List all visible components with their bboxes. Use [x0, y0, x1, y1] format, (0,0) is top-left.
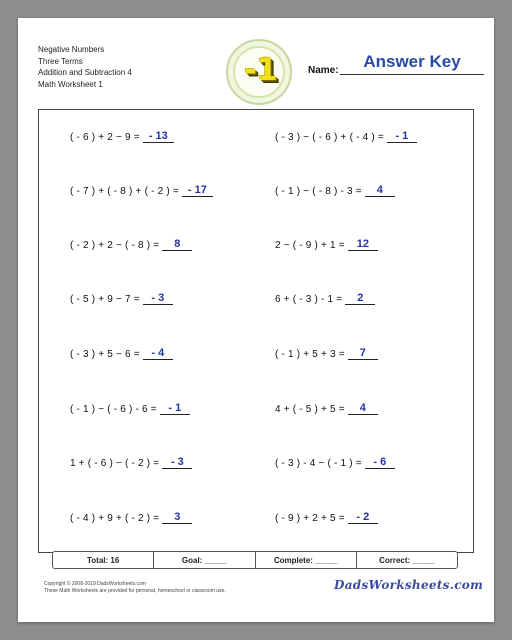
problem-answer: - 1 [387, 130, 417, 143]
answer-key-title: Answer Key [363, 52, 461, 71]
problem-expression: ( - 3 ) − ( - 6 ) + ( - 4 ) = [275, 132, 384, 143]
worksheet-page [18, 18, 494, 622]
problem-expression: ( - 1 ) − ( - 8 ) - 3 = [275, 186, 362, 197]
problem-answer: 4 [365, 184, 395, 197]
problem-answer: - 6 [365, 456, 395, 469]
worksheet-title-block [38, 44, 132, 90]
problem-expression: ( - 3 ) - 4 − ( - 1 ) = [275, 458, 362, 469]
copyright-line-2: These Math Worksheets are provided for personal, homeschool or classroom use. [44, 588, 226, 594]
problem-answer: - 17 [182, 184, 213, 197]
problem-11 [70, 402, 190, 415]
title-line-4: Math Worksheet 1 [38, 79, 103, 89]
problem-8 [275, 292, 375, 305]
problem-answer: - 3 [143, 292, 173, 305]
problem-answer: 4 [348, 402, 378, 415]
goal-cell: Goal: _____ [154, 552, 255, 568]
problem-answer: 3 [162, 511, 192, 524]
copyright-line-1: Copyright © 2008-2019 DadsWorksheets.com [44, 581, 146, 587]
problem-expression: ( - 5 ) + 9 − 7 = [70, 294, 140, 305]
problem-answer: 7 [348, 347, 378, 360]
problem-13 [70, 456, 192, 469]
complete-cell: Complete: _____ [256, 552, 357, 568]
problem-7 [70, 292, 173, 305]
site-logo[interactable]: DadsWorksheets.com [334, 578, 484, 592]
problem-15 [70, 511, 192, 524]
problem-expression: 4 + ( - 5 ) + 5 = [275, 404, 345, 415]
problem-answer: 12 [348, 238, 378, 251]
problem-expression: ( - 6 ) + 2 − 9 = [70, 132, 140, 143]
problem-expression: 2 − ( - 9 ) + 1 = [275, 240, 345, 251]
problem-expression: ( - 1 ) + 5 + 3 = [275, 349, 345, 360]
problem-expression: ( - 3 ) + 5 − 6 = [70, 349, 140, 360]
problem-answer: - 4 [143, 347, 173, 360]
total-cell: Total: 16 [53, 552, 154, 568]
problem-1 [70, 130, 174, 143]
badge-label: -1 [244, 53, 278, 88]
name-label: Name: [308, 65, 339, 76]
problem-expression: 6 + ( - 3 ) - 1 = [275, 294, 343, 305]
problem-answer: - 2 [348, 511, 378, 524]
problem-answer: - 13 [143, 130, 174, 143]
score-bar [52, 551, 458, 569]
problem-answer: - 1 [160, 402, 190, 415]
problem-16 [275, 511, 378, 524]
name-underline [340, 74, 484, 75]
problem-6 [275, 238, 378, 251]
correct-cell: Correct: _____ [379, 555, 435, 565]
title-line-2: Three Terms [38, 56, 83, 66]
problem-expression: 1 + ( - 6 ) − ( - 2 ) = [70, 458, 160, 469]
title-line-3: Addition and Subtraction 4 [38, 68, 132, 77]
problem-9 [70, 347, 173, 360]
problem-expression: ( - 9 ) + 2 + 5 = [275, 513, 345, 524]
topic-badge [226, 39, 292, 105]
problem-3 [70, 184, 213, 197]
problem-answer: - 3 [162, 456, 192, 469]
problem-expression: ( - 7 ) + ( - 8 ) + ( - 2 ) = [70, 186, 179, 197]
badge-ring [233, 46, 285, 98]
problem-12 [275, 402, 378, 415]
problem-answer: 2 [345, 292, 375, 305]
copyright-notice [44, 581, 226, 595]
title-line-1: Negative Numbers [38, 45, 105, 54]
problem-answer: 8 [162, 238, 192, 251]
problem-14 [275, 456, 395, 469]
problem-2 [275, 130, 417, 143]
problem-expression: ( - 2 ) + 2 − ( - 8 ) = [70, 240, 160, 251]
problem-expression: ( - 4 ) + 9 + ( - 2 ) = [70, 513, 160, 524]
problem-5 [70, 238, 192, 251]
problem-4 [275, 184, 395, 197]
problem-10 [275, 347, 378, 360]
problem-grid [38, 109, 474, 553]
problem-expression: ( - 1 ) − ( - 6 ) - 6 = [70, 404, 157, 415]
